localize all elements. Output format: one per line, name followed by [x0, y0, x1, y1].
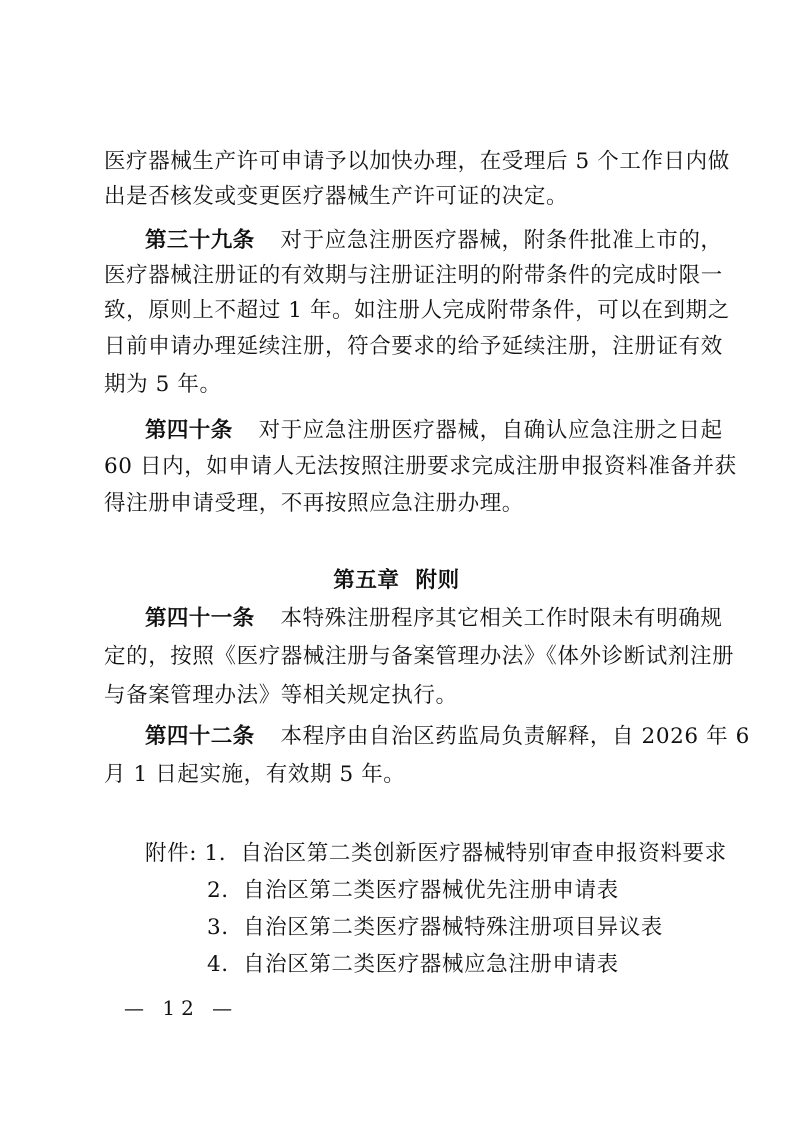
attachment-label: 附件:: [145, 841, 198, 866]
attachment-title: 自治区第二类创新医疗器械特别审查申报资料要求: [240, 841, 727, 866]
article-39-line-3: 致，原则上不超过 1 年。如注册人完成附带条件，可以在到期之: [104, 298, 730, 323]
article-38-line-1: 医疗器械生产许可申请予以加快办理，在受理后 5 个工作日内做: [104, 149, 730, 174]
chapter-heading: [0, 566, 793, 596]
article-39-line-2: 医疗器械注册证的有效期与注册证注明的附带条件的完成时限一: [104, 263, 723, 288]
article-40-heading: 第四十条: [145, 418, 233, 443]
attachment-number: 3.: [207, 915, 229, 940]
article-41-heading: 第四十一条: [145, 606, 255, 631]
article-42-text: 本程序由自治区药监局负责解释，自 2026 年 6: [280, 724, 750, 749]
chapter-title: 附则: [415, 568, 460, 593]
page-number: — 12 —: [124, 996, 239, 1020]
article-40-line-2: 60 日内，如申请人无法按照注册要求完成注册申报资料准备并获: [104, 454, 737, 479]
attachment-number: 1.: [204, 841, 227, 866]
article-41-line-3: 与备案管理办法》等相关规定执行。: [104, 683, 458, 708]
chapter-number: 第五章: [333, 568, 400, 593]
article-39-first-line: [145, 226, 745, 256]
article-42-first-line: [145, 722, 750, 752]
attachment-title: 自治区第二类医疗器械优先注册申请表: [243, 878, 619, 903]
attachment-item: [207, 950, 619, 980]
attachment-item: [145, 839, 727, 869]
article-39-line-5: 期为 5 年。: [104, 372, 222, 397]
attachment-number: 4.: [207, 952, 229, 977]
article-40-line-3: 得注册申请受理，不再按照应急注册办理。: [104, 491, 524, 516]
article-42-line-2: 月 1 日起实施，有效期 5 年。: [104, 762, 406, 787]
article-39-heading: 第三十九条: [145, 228, 255, 253]
article-41-first-line: [145, 604, 745, 634]
article-39-line-4: 日前申请办理延续注册，符合要求的给予延续注册，注册证有效: [104, 334, 723, 359]
article-39-text: 对于应急注册医疗器械，附条件批准上市的，: [280, 228, 723, 253]
article-41-line-2: 定的，按照《医疗器械注册与备案管理办法》《体外诊断试剂注册: [104, 644, 735, 669]
article-38-line-2: 出是否核发或变更医疗器械生产许可证的决定。: [104, 184, 569, 209]
attachment-title: 自治区第二类医疗器械特殊注册项目异议表: [243, 915, 663, 940]
attachment-item: [207, 876, 619, 906]
article-41-text: 本特殊注册程序其它相关工作时限未有明确规: [280, 606, 723, 631]
article-42-heading: 第四十二条: [145, 724, 255, 749]
attachment-item: [207, 913, 663, 943]
attachment-title: 自治区第二类医疗器械应急注册申请表: [243, 952, 619, 977]
article-40-text: 对于应急注册医疗器械，自确认应急注册之日起: [258, 418, 723, 443]
article-40-first-line: [145, 416, 745, 446]
attachment-number: 2.: [207, 878, 229, 903]
